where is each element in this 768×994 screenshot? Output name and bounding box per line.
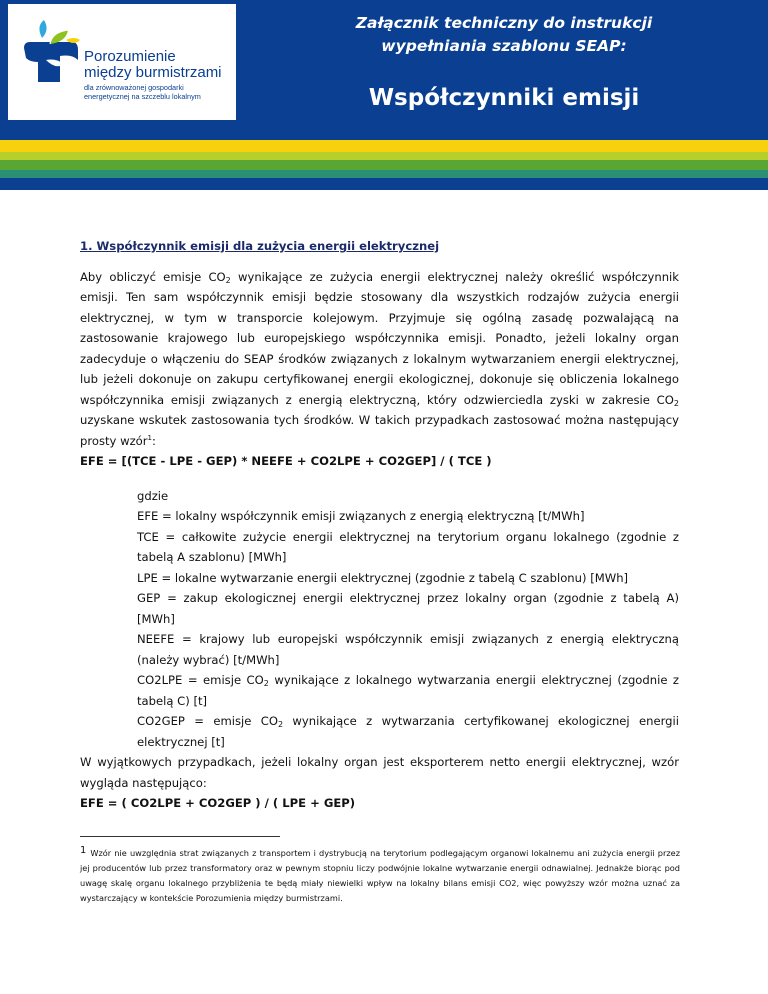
definition-co2gep-text-1: CO2GEP = emisje CO (137, 714, 278, 728)
definition-co2lpe (137, 670, 679, 711)
intro-text-1: Aby obliczyć emisje CO (80, 269, 226, 284)
definition-neefe: NEEFE = krajowy lub europejski współczynnik emisji związanych z energią elektryczną (należy wybrać) [t/MWh] (137, 632, 679, 667)
header-stripe-yellow (0, 140, 768, 152)
definition-tce: TCE = całkowite zużycie energii elektrycznej na terytorium organu lokalnego (zgodnie z tabelą A szablonu) [MWh] (137, 529, 679, 564)
formula-efe-export: EFE = ( CO2LPE + CO2GEP ) / ( LPE + GEP) (80, 796, 356, 810)
intro-paragraph (80, 267, 679, 452)
footnote-mark: 1 (80, 845, 87, 856)
formula-efe: EFE = [(TCE - LPE - GEP) * NEEFE + CO2LPE + CO2GEP] / ( TCE ) (80, 454, 492, 468)
definition-co2lpe-subscript: 2 (263, 679, 269, 688)
covenant-emblem-icon (22, 18, 82, 88)
header-stripe-light-green (0, 152, 768, 160)
footnote-divider (80, 836, 280, 837)
covenant-logo (8, 4, 236, 120)
definitions-gdzie: gdzie (137, 488, 169, 503)
document-subtitle-line2: wypełniania szablonu SEAP: (381, 37, 627, 55)
document-header (0, 0, 768, 140)
document-subtitle-line1: Załącznik techniczny do instrukcji (355, 14, 653, 32)
exception-paragraph: W wyjątkowych przypadkach, jeżeli lokalny organ jest eksporterem netto energii elektrycznej, wzór wygląda następująco: (80, 755, 679, 790)
definition-lpe: LPE = lokalne wytwarzanie energii elektrycznej (zgodnie z tabelą C szablonu) [MWh] (137, 570, 629, 585)
section-body (80, 236, 679, 814)
header-stripe-green (0, 160, 768, 170)
definition-co2gep (137, 711, 679, 752)
header-stripe-navy (0, 178, 768, 190)
definitions-list (137, 486, 679, 753)
definition-gep: GEP = zakup ekologicznej energii elektrycznej przez lokalny organ (zgodnie z tabelą A) [MWh] (137, 591, 679, 626)
logo-title-line1: Porozumienie (84, 48, 176, 65)
definition-co2lpe-text-2: wynikające z lokalnego wytwarzania energii elektrycznej (zgodnie z tabelą C) [t] (137, 673, 680, 708)
intro-co2-subscript: 2 (225, 275, 231, 285)
document-subtitle (240, 12, 768, 58)
footnote-text: Wzór nie uwzględnia strat związanych z transportem i dystrybucją na terytorium podlegającym organowi lokalnemu ani zużycia energii przez jej producentów lub przez transformatory oraz w pewnym stopniu liczy podwójnie lokalne wytwarzanie energii odnawialnej. Jednakże biorąc pod uwagę skalę organu lokalnego przybliżenia te będą miały niewielki wpływ na lokalny bilans emisji CO2, więc powyższy wzór można uznać za wystarczający w kontekście Porozumienia między burmistrzami. (80, 848, 680, 903)
footnote-reference[interactable]: 1 (147, 433, 152, 442)
logo-subtitle-line1: dla zrównoważonej gospodarki (84, 83, 184, 92)
definition-co2gep-subscript: 2 (277, 720, 284, 729)
logo-title-line2: między burmistrzami (84, 64, 222, 81)
document-title: Współczynniki emisji (368, 85, 640, 111)
footnote (80, 843, 680, 906)
definition-efe: EFE = lokalny współczynnik emisji związanych z energią elektryczną [t/MWh] (137, 509, 585, 523)
section-heading: 1. Współczynnik emisji dla zużycia energii elektrycznej (80, 239, 440, 253)
intro-text-end: : (152, 433, 156, 448)
intro-text-3: uzyskane wskutek zastosowania tych środków. W takich przypadkach zastosować można następujący prosty wzór (80, 413, 679, 448)
intro-co2-subscript-2: 2 (673, 398, 679, 408)
definition-co2lpe-text-1: CO2LPE = emisje CO (137, 673, 264, 687)
logo-subtitle-line2: energetycznej na szczeblu lokalnym (84, 92, 201, 101)
definition-co2gep-text-2: wynikające z wytwarzania certyfikowanej ekologicznej energii elektrycznej [t] (137, 714, 679, 749)
intro-text-2: wynikające ze zużycia energii elektrycznej należy określić współczynnik emisji. Ten sam współczynnik emisji będzie stosowany dla wszystkich rodzajów zużycia energii elektrycznej, w tym w transporcie kolejowym. Przyjmuje się ogólną zasadę pozwalającą na zastosowanie krajowego lub europejskiego współczynnika emisji. Ponadto, jeżeli lokalny organ zadecyduje o włączeniu do SEAP środków związanych z lokalnym wytwarzaniem energii elektrycznej, lub jeżeli dokonuje on zakupu certyfikowanej energii ekologicznej, dokonuje się obliczenia lokalnego współczynnika emisji związanych z energią elektryczną, który odzwierciedla zyski w zakresie CO (80, 269, 679, 407)
header-stripe-teal (0, 170, 768, 178)
